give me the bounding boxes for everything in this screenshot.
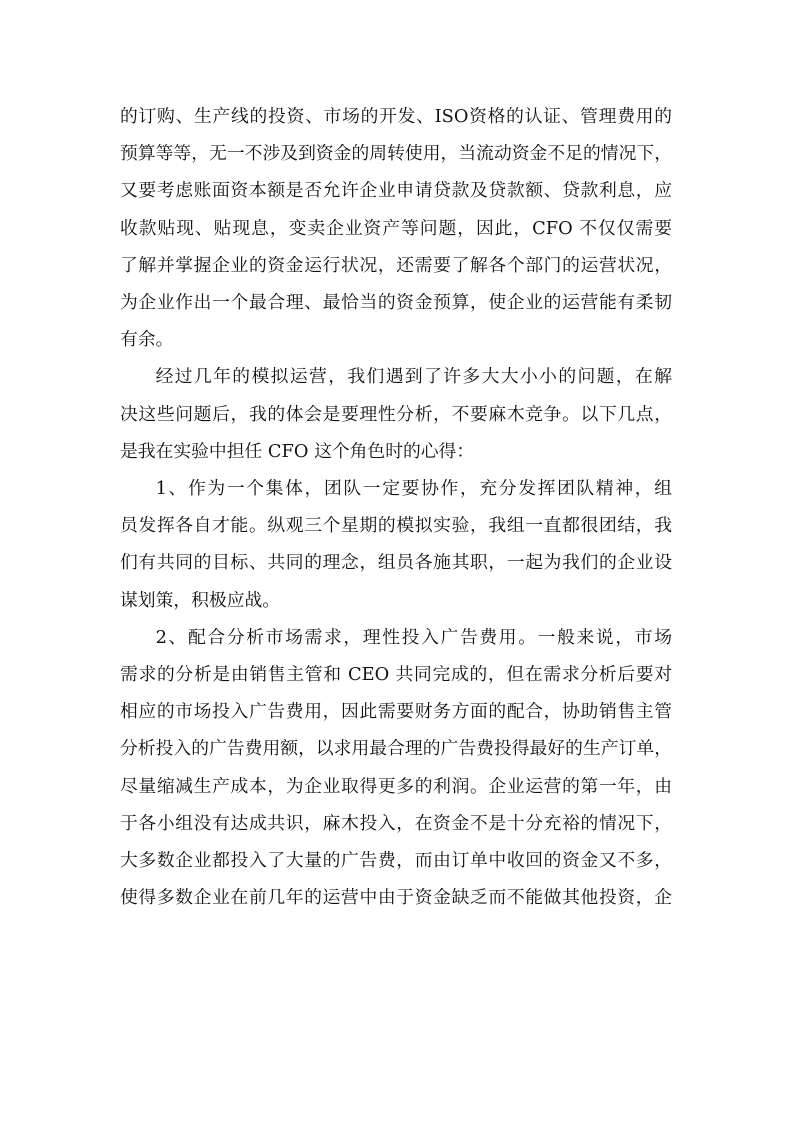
- text-line: 大多数企业都投入了大量的广告费，而由订单中收回的资金又不多，: [120, 850, 672, 872]
- document-body: [120, 98, 672, 916]
- text-line: 决这些问题后，我的体会是要理性分析，不要麻木竞争。以下几点，: [120, 403, 672, 425]
- text-line: 相应的市场投入广告费用，因此需要财务方面的配合，协助销售主管: [120, 701, 672, 723]
- text-line: 的订购、生产线的投资、市场的开发、ISO资格的认证、管理费用的: [120, 106, 672, 127]
- text-line: 收款贴现、贴现息，变卖企业资产等问题，因此，CFO 不仅仅需要: [120, 217, 672, 239]
- text-line: 是我在实验中担任 CFO 这个角色时的心得：: [120, 440, 475, 462]
- text-line: 又要考虑账面资本额是否允许企业申请贷款及贷款额、贷款利息，应: [120, 180, 672, 202]
- text-line: 2、配合分析市场需求，理性投入广告费用。一般来说，市场: [155, 626, 672, 648]
- text-line: 了解并掌握企业的资金运行状况，还需要了解各个部门的运营状况，: [120, 254, 672, 276]
- text-line: 预算等等，无一不涉及到资金的周转使用，当流动资金不足的情况下，: [120, 143, 672, 165]
- text-line: 有余。: [120, 329, 174, 351]
- text-line: 们有共同的目标、共同的理念，组员各施其职，一起为我们的企业设: [120, 552, 672, 574]
- text-line: 尽量缩减生产成本，为企业取得更多的利润。企业运营的第一年，由: [120, 775, 672, 797]
- text-line: 分析投入的广告费用额，以求用最合理的广告费投得最好的生产订单，: [120, 738, 672, 760]
- text-line: 谋划策，积极应战。: [120, 589, 281, 611]
- text-line: 于各小组没有达成共识，麻木投入，在资金不是十分充裕的情况下，: [120, 812, 672, 834]
- text-line: 为企业作出一个最合理、最恰当的资金预算，使企业的运营能有柔韧: [120, 292, 672, 314]
- text-line: 员发挥各自才能。纵观三个星期的模拟实验，我组一直都很团结，我: [120, 515, 672, 537]
- text-line: 使得多数企业在前几年的运营中由于资金缺乏而不能做其他投资，企: [120, 887, 672, 909]
- text-line: 1、作为一个集体，团队一定要协作，充分发挥团队精神，组: [155, 478, 672, 500]
- text-line: 经过几年的模拟运营，我们遇到了许多大大小小的问题，在解: [155, 366, 672, 388]
- text-line: 需求的分析是由销售主管和 CEO 共同完成的，但在需求分析后要对: [120, 664, 672, 686]
